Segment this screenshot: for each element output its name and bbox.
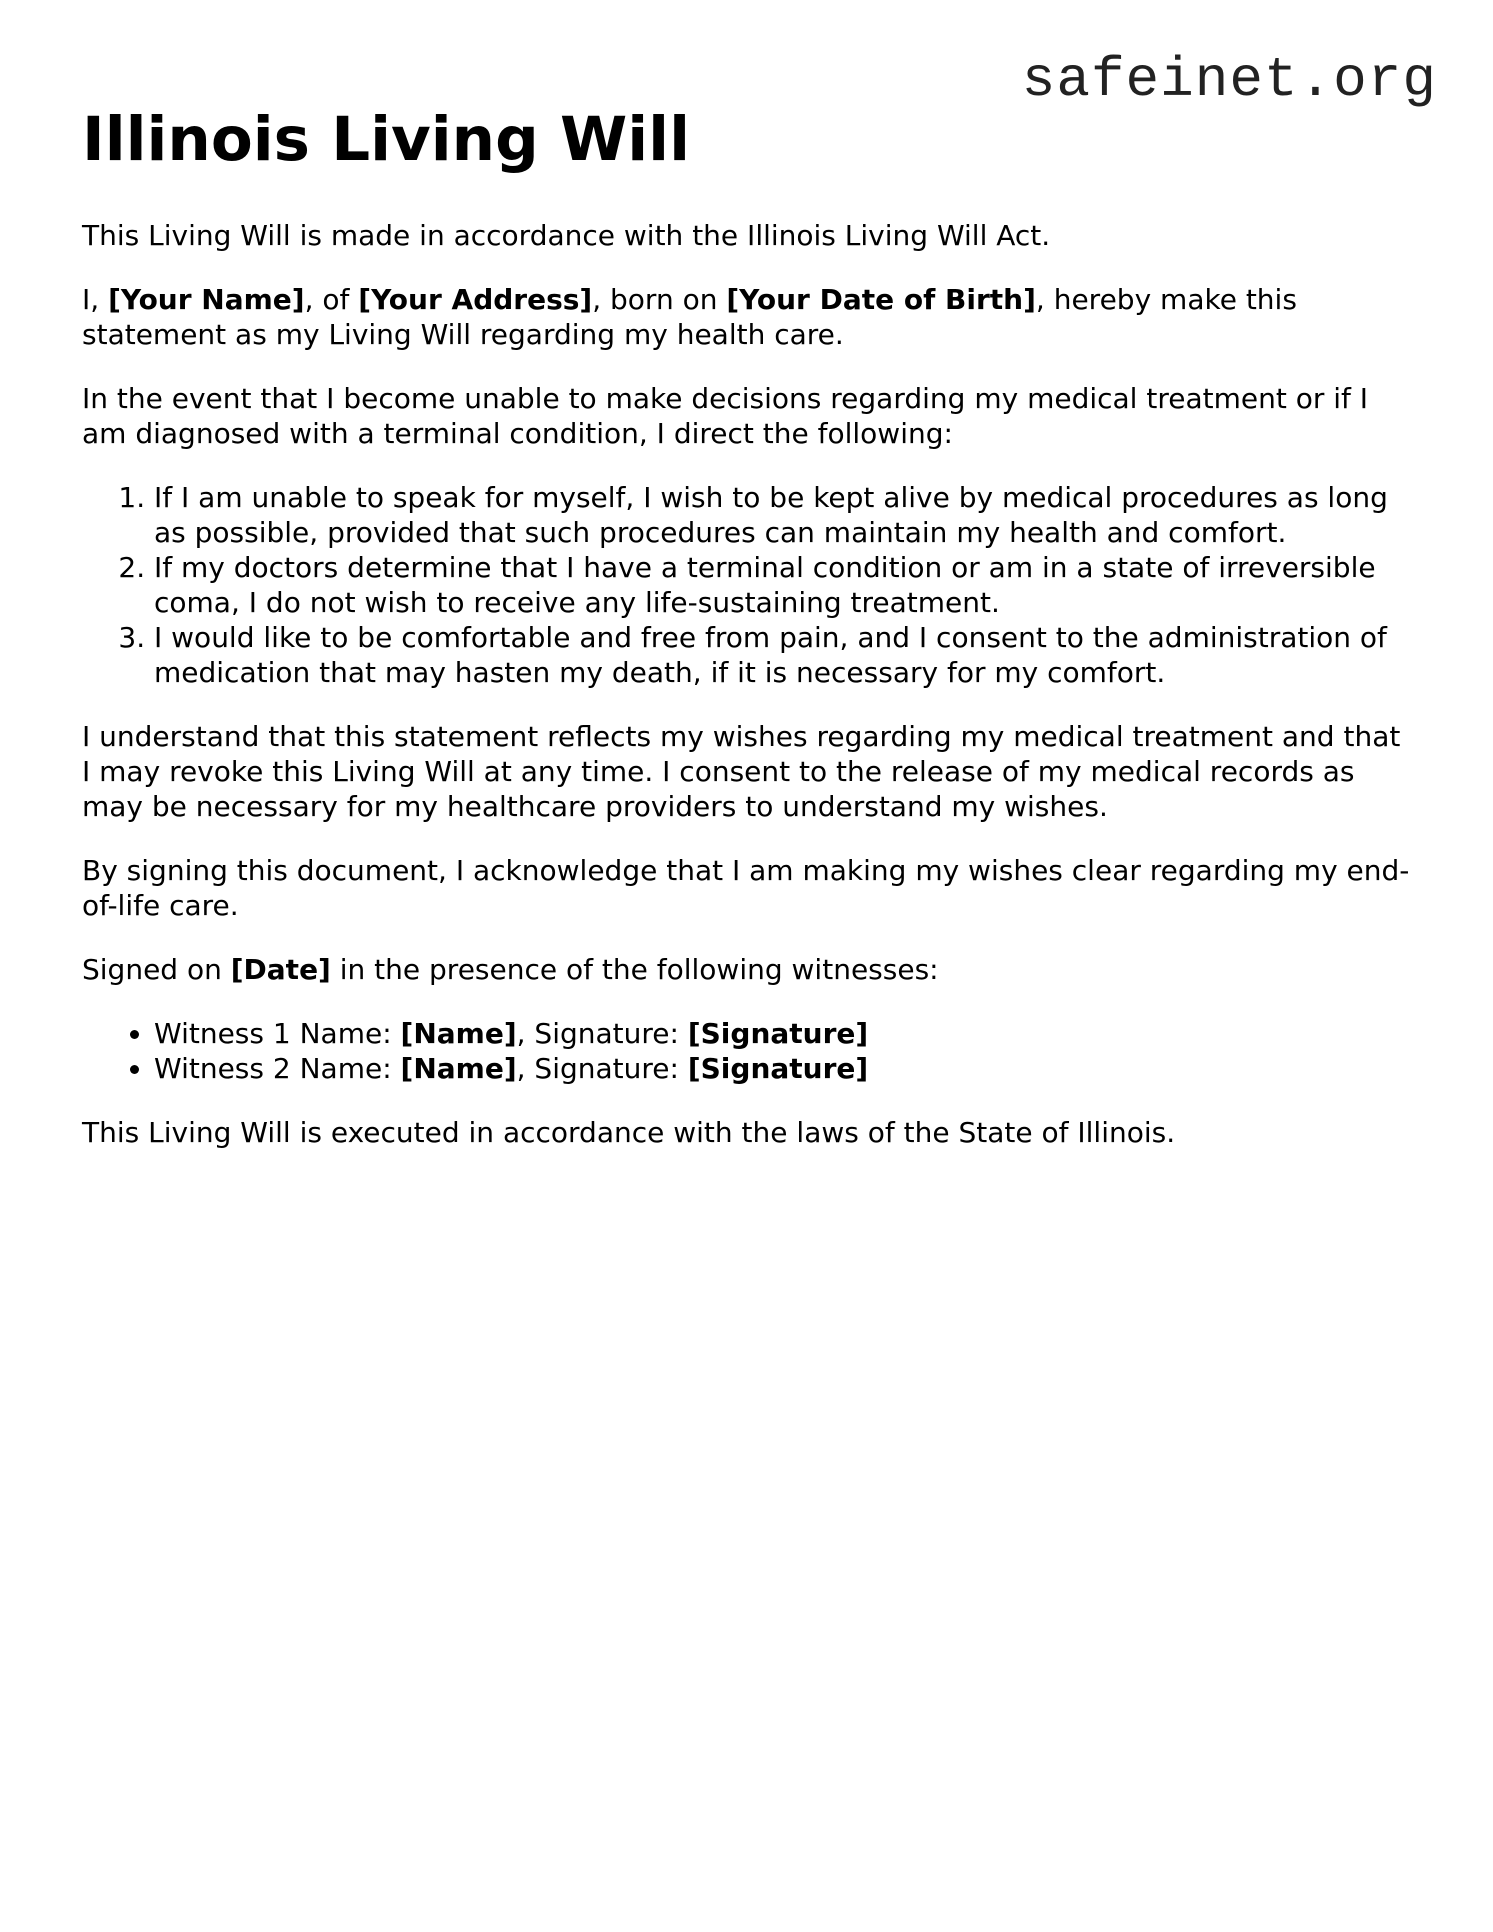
declaration-suffix: , hereby make this statement as my Living Will regarding my health care. xyxy=(82,283,1297,351)
witness-signature-placeholder: [Signature] xyxy=(687,1052,869,1085)
page-title: Illinois Living Will xyxy=(82,104,691,175)
declaration-paragraph xyxy=(82,282,1412,352)
understanding-paragraph: I understand that this statement reflects my wishes regarding my medical treatment and that I may revoke this Living Will at any time. I consent to the release of my medical records as may be necessary for my healthcare providers to understand my wishes. xyxy=(82,720,1401,823)
witness-name-placeholder: [Name] xyxy=(400,1017,517,1050)
witness-item-2 xyxy=(154,1051,1412,1086)
witness-signature-placeholder: [Signature] xyxy=(687,1017,869,1050)
name-placeholder: [Your Name] xyxy=(108,283,305,316)
closing-paragraph: This Living Will is executed in accordance with the laws of the State of Illinois. xyxy=(82,1116,1176,1149)
witness-label: Witness 1 Name: xyxy=(154,1017,401,1050)
directives-list xyxy=(82,480,1412,690)
witness-signature-label: , Signature: xyxy=(516,1052,688,1085)
witness-item-1 xyxy=(154,1016,1412,1051)
dob-placeholder: [Your Date of Birth] xyxy=(726,283,1036,316)
watermark-text: safeinet.org xyxy=(1021,48,1437,112)
document-page xyxy=(82,0,1412,1150)
address-placeholder: [Your Address] xyxy=(358,283,593,316)
directive-item-3: 3. I would like to be comfortable and free from pain, and I consent to the administration of medication that may hasten my death, if it is necessary for my comfort. xyxy=(154,620,1412,690)
declaration-prefix: I, xyxy=(82,283,109,316)
intro-paragraph: This Living Will is made in accordance with the Illinois Living Will Act. xyxy=(82,219,1051,252)
date-placeholder: [Date] xyxy=(230,953,331,986)
event-paragraph: In the event that I become unable to make decisions regarding my medical treatment or if I am diagnosed with a terminal condition, I direct the following: xyxy=(82,382,1369,450)
witness-label: Witness 2 Name: xyxy=(154,1052,401,1085)
acknowledgment-paragraph: By signing this document, I acknowledge that I am making my wishes clear regarding my end-of-life care. xyxy=(82,854,1410,922)
signed-paragraph xyxy=(82,952,1412,987)
directive-item-1: 1. If I am unable to speak for myself, I wish to be kept alive by medical procedures as long as possible, provided that such procedures can maintain my health and comfort. xyxy=(154,480,1412,550)
signed-prefix: Signed on xyxy=(82,953,231,986)
witness-name-placeholder: [Name] xyxy=(400,1052,517,1085)
witness-signature-label: , Signature: xyxy=(516,1017,688,1050)
declaration-of-text: , of xyxy=(304,283,359,316)
directive-item-2: 2. If my doctors determine that I have a terminal condition or am in a state of irreversible coma, I do not wish to receive any life-sustaining treatment. xyxy=(154,550,1412,620)
witness-list xyxy=(82,1016,1412,1086)
declaration-born-text: , born on xyxy=(592,283,727,316)
signed-suffix: in the presence of the following witnesses: xyxy=(330,953,939,986)
